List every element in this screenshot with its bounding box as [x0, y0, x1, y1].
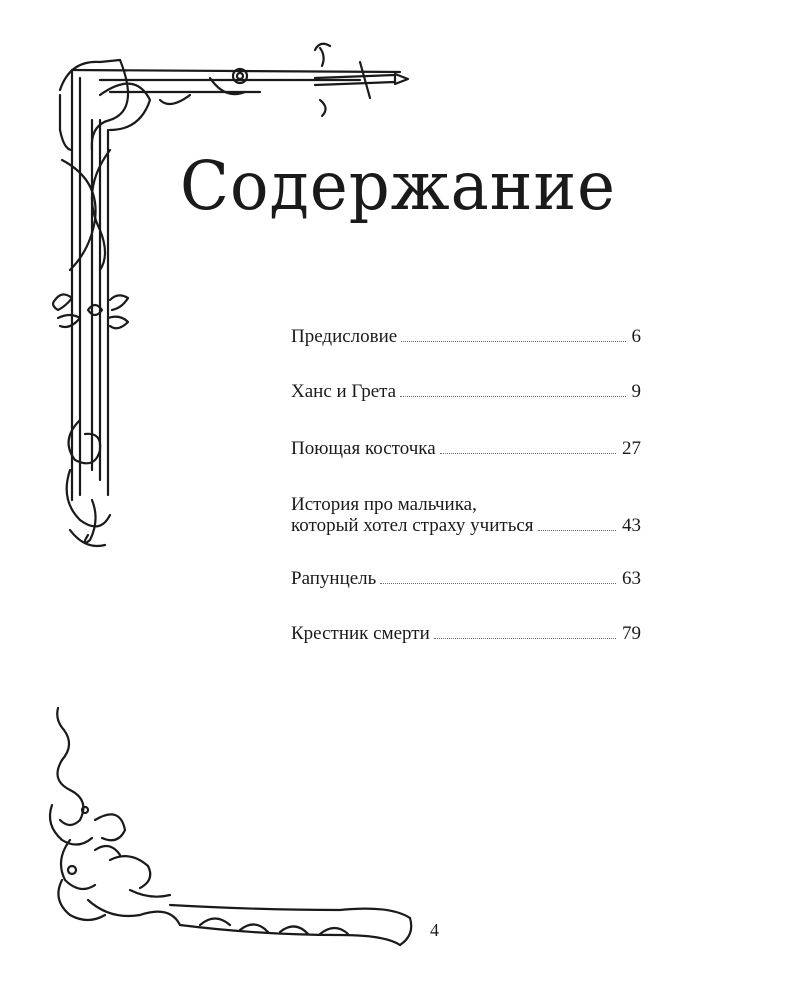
toc-page-number: 9: [631, 381, 641, 402]
toc-entry[interactable]: [291, 494, 641, 536]
page-number: 4: [430, 920, 439, 940]
toc-page-number: 27: [622, 438, 641, 459]
toc-entry[interactable]: [291, 438, 641, 459]
page-title: Содержание: [180, 148, 616, 226]
toc-page-number: 63: [622, 568, 641, 589]
toc-entry[interactable]: [291, 381, 641, 402]
toc-entry-title-line-1: История про мальчика,: [291, 494, 477, 515]
toc-entry-title-line-2: который хотел страху учиться: [291, 515, 534, 536]
toc-entry-title: Ханс и Грета: [291, 381, 397, 402]
toc-leader-dots: [538, 530, 616, 531]
bottom-left-corner-ornament: [50, 708, 411, 945]
toc-leader-dots: [400, 396, 625, 397]
toc-entry[interactable]: [291, 326, 641, 347]
toc-leader-dots: [440, 453, 616, 454]
toc-page-number: 43: [622, 515, 641, 536]
toc-page-number: 6: [631, 326, 641, 347]
toc-leader-dots: [380, 583, 616, 584]
toc-entry[interactable]: [291, 623, 641, 644]
toc-leader-dots: [401, 341, 625, 342]
toc-entry-title: Рапунцель: [291, 568, 377, 589]
toc-page-number: 79: [622, 623, 641, 644]
toc-entry-title: Поющая косточка: [291, 438, 436, 459]
toc-entry-title: Крестник смерти: [291, 623, 430, 644]
toc-leader-dots: [434, 638, 616, 639]
toc-entry[interactable]: [291, 568, 641, 589]
top-left-frame-ornament: [53, 44, 408, 546]
toc-entry-title: Предисловие: [291, 326, 398, 347]
